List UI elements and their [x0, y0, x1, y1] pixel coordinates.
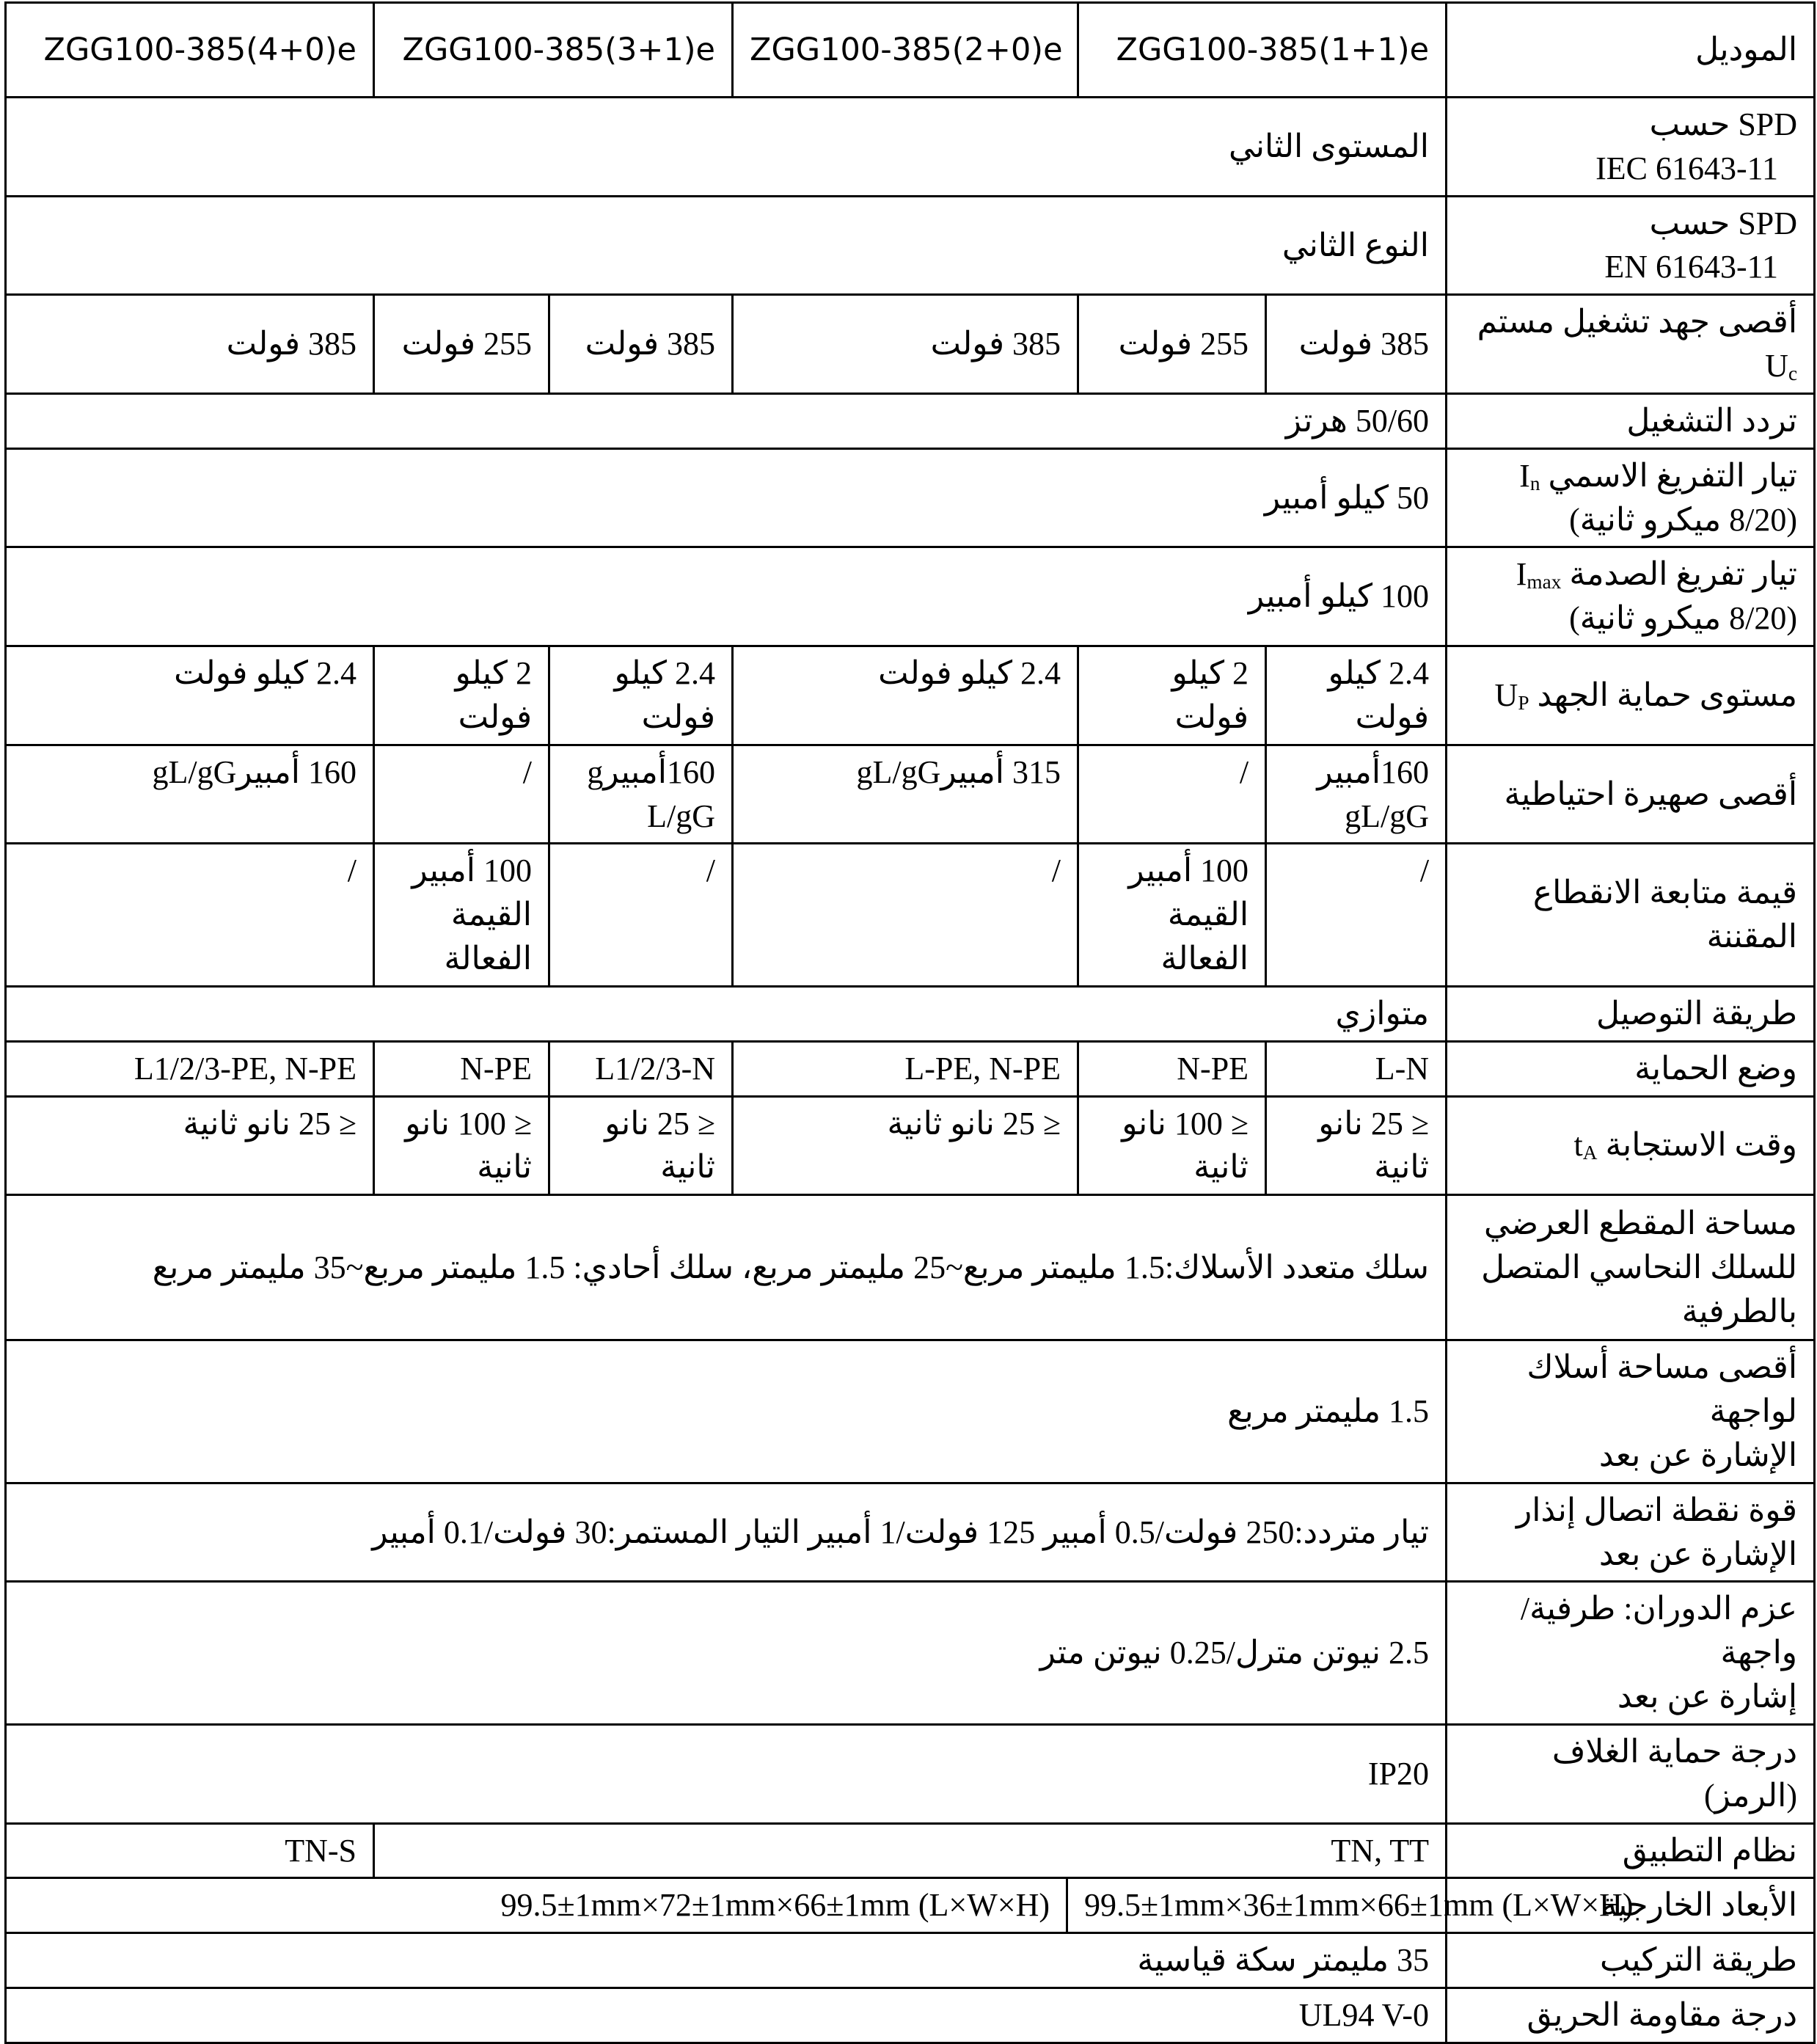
dimensions-value-2: 99.5±1mm×72±1mm×66±1mm (L×W×H)	[6, 1878, 1067, 1933]
row-response-time	[6, 1096, 1815, 1195]
response-time-value-2: ≤ 100 نانو ثانية	[1078, 1096, 1266, 1195]
row-fuse	[6, 745, 1815, 844]
up-label	[1447, 646, 1815, 745]
follow-current-label: قيمة متابعة الانقطاع المقننة	[1447, 844, 1815, 986]
fuse-value-6: 160 أمبيرgL/gG	[6, 745, 374, 844]
cross-section-label: مساحة المقطع العرضي للسلك النحاسي المتصل بالطرفية	[1447, 1195, 1815, 1340]
follow-current-value-1: /	[1266, 844, 1447, 986]
in-current-label	[1447, 448, 1815, 547]
frequency-value: 50/60 هرتز	[6, 393, 1447, 448]
torque-label: عزم الدوران: طرفية/واجهة إشارة عن بعد	[1447, 1582, 1815, 1724]
response-time-label-text: وقت الاستجابة	[1605, 1127, 1798, 1164]
row-spd-en	[6, 196, 1815, 295]
mounting-label: طريقة التركيب	[1447, 1933, 1815, 1988]
row-up	[6, 646, 1815, 745]
row-flammability	[6, 1988, 1815, 2043]
protection-mode-value-5: N-PE	[374, 1041, 549, 1096]
torque-value: 2.5 نيوتن مترل/0.25 نيوتن متر	[6, 1582, 1447, 1724]
fuse-value-2: /	[1078, 745, 1266, 844]
protection-mode-value-3: L-PE, N-PE	[733, 1041, 1078, 1096]
fuse-value-1: 160أمبير gL/gG	[1266, 745, 1447, 844]
dimensions-label: الأبعاد الخارجية	[1447, 1878, 1815, 1933]
row-remote-contact	[6, 1483, 1815, 1582]
spd-en-label-line1: SPD حسب	[1649, 205, 1798, 241]
remote-wire-label: أقصى مساحة أسلاك لواجهة الإشارة عن بعد	[1447, 1340, 1815, 1483]
model-3: ZGG100-385(3+1)e	[374, 3, 733, 98]
response-time-value-1: ≤ 25 نانو ثانية	[1266, 1096, 1447, 1195]
response-time-value-6: ≤ 25 نانو ثانية	[6, 1096, 374, 1195]
row-protection-mode	[6, 1041, 1815, 1096]
system-label: نظام التطبيق	[1447, 1823, 1815, 1878]
ip-rating-label: درجة حماية الغلاف (الرمز)	[1447, 1724, 1815, 1823]
mounting-value: 35 مليمتر سكة قياسية	[6, 1933, 1447, 1988]
spd-en-value: النوع الثاني	[6, 196, 1447, 295]
in-current-symbol: $I_n$	[1519, 457, 1540, 494]
follow-current-value-4: /	[549, 844, 733, 986]
response-time-value-5: ≤ 100 نانو ثانية	[374, 1096, 549, 1195]
up-label-text: مستوى حماية الجهد	[1537, 677, 1798, 714]
protection-mode-label: وضع الحماية	[1447, 1041, 1815, 1096]
up-value-3: 2.4 كيلو فولت	[733, 646, 1078, 745]
protection-mode-value-1: L-N	[1266, 1041, 1447, 1096]
cross-section-value: سلك متعدد الأسلاك:1.5 مليمتر مربع~25 مليمتر مربع، سلك أحادي: 1.5 مليمتر مربع~35 مليمتر مربع	[6, 1195, 1447, 1340]
flammability-label: درجة مقاومة الحريق	[1447, 1988, 1815, 2043]
protection-mode-value-4: L1/2/3-N	[549, 1041, 733, 1096]
protection-mode-value-6: L1/2/3-PE, N-PE	[6, 1041, 374, 1096]
row-in-current	[6, 448, 1815, 547]
row-mounting	[6, 1933, 1815, 1988]
remote-wire-value: 1.5 مليمتر مربع	[6, 1340, 1447, 1483]
uc-value-1: 385 فولت	[1266, 295, 1447, 394]
fuse-value-5: /	[374, 745, 549, 844]
row-model	[6, 3, 1815, 98]
spd-iec-value: المستوى الثاني	[6, 98, 1447, 197]
in-current-label-text: تيار التفريغ الاسمي	[1548, 457, 1798, 494]
row-follow-current	[6, 844, 1815, 986]
row-connection	[6, 986, 1815, 1041]
up-value-5: 2 كيلو فولت	[374, 646, 549, 745]
imax-label-text: تيار تفريغ الصدمة	[1569, 556, 1798, 593]
remote-contact-value: تيار متردد:250 فولت/0.5 أمبير 125 فولت/1 أمبير التيار المستمر:30 فولت/0.1 أمبير	[6, 1483, 1447, 1582]
fuse-label: أقصى صهيرة احتياطية	[1447, 745, 1815, 844]
row-uc	[6, 295, 1815, 394]
system-value-1: TN, TT	[374, 1823, 1447, 1878]
dimensions-value-1: 99.5±1mm×36±1mm×66±1mm (L×W×H)	[1067, 1878, 1447, 1933]
spd-iec-label	[1447, 98, 1815, 197]
response-time-value-3: ≤ 25 نانو ثانية	[733, 1096, 1078, 1195]
model-2: ZGG100-385(2+0)e	[733, 3, 1078, 98]
row-spd-iec	[6, 98, 1815, 197]
row-ip-rating	[6, 1724, 1815, 1823]
row-torque	[6, 1582, 1815, 1724]
uc-value-2: 255 فولت	[1078, 295, 1266, 394]
fuse-value-3: 315 أمبيرgL/gG	[733, 745, 1078, 844]
frequency-label: تردد التشغيل	[1447, 393, 1815, 448]
uc-value-4: 385 فولت	[549, 295, 733, 394]
response-time-symbol: $t_A$	[1573, 1127, 1598, 1164]
connection-value: متوازي	[6, 986, 1447, 1041]
imax-label	[1447, 547, 1815, 646]
spd-iec-label-line1: SPD حسب	[1649, 106, 1798, 142]
follow-current-value-5: 100 أمبير القيمة الفعالة	[374, 844, 549, 986]
up-symbol: $U_P$	[1494, 677, 1529, 714]
up-value-2: 2 كيلو فولت	[1078, 646, 1266, 745]
connection-label: طريقة التوصيل	[1447, 986, 1815, 1041]
uc-value-5: 255 فولت	[374, 295, 549, 394]
imax-symbol: $I_{max}$	[1516, 556, 1562, 594]
model-label: الموديل	[1447, 3, 1815, 98]
row-system	[6, 1823, 1815, 1878]
row-remote-wire	[6, 1340, 1815, 1483]
remote-contact-label: قوة نقطة اتصال إنذار الإشارة عن بعد	[1447, 1483, 1815, 1582]
spd-iec-label-line2: IEC 61643-11	[1595, 150, 1779, 186]
follow-current-value-2: 100 أمبير القيمة الفعالة	[1078, 844, 1266, 986]
uc-value-6: 385 فولت	[6, 295, 374, 394]
up-value-6: 2.4 كيلو فولت	[6, 646, 374, 745]
row-imax	[6, 547, 1815, 646]
uc-symbol: $U_c$	[1765, 348, 1798, 385]
response-time-value-4: ≤ 25 نانو ثانية	[549, 1096, 733, 1195]
uc-label-text: أقصى جهد تشغيل مستم	[1477, 304, 1798, 340]
row-cross-section	[6, 1195, 1815, 1340]
spd-en-label	[1447, 196, 1815, 295]
up-value-1: 2.4 كيلو فولت	[1266, 646, 1447, 745]
row-dimensions	[6, 1878, 1815, 1933]
up-value-4: 2.4 كيلو فولت	[549, 646, 733, 745]
response-time-label	[1447, 1096, 1815, 1195]
spd-en-label-line2: EN 61643-11	[1604, 249, 1779, 285]
ip-rating-value: IP20	[6, 1724, 1447, 1823]
imax-value: 100 كيلو أمبير	[6, 547, 1447, 646]
model-4: ZGG100-385(4+0)e	[6, 3, 374, 98]
row-frequency	[6, 393, 1815, 448]
spec-table	[4, 1, 1816, 2044]
in-current-value: 50 كيلو أمبير	[6, 448, 1447, 547]
model-1: ZGG100-385(1+1)e	[1078, 3, 1447, 98]
imax-label-line2: (8/20 ميكرو ثانية)	[1569, 600, 1798, 637]
follow-current-value-6: /	[6, 844, 374, 986]
flammability-value: UL94 V-0	[6, 1988, 1447, 2043]
system-value-2: TN-S	[6, 1823, 374, 1878]
uc-value-3: 385 فولت	[733, 295, 1078, 394]
in-current-label-line2: (8/20 ميكرو ثانية)	[1569, 501, 1798, 538]
fuse-value-4: 160أمبيرg L/gG	[549, 745, 733, 844]
protection-mode-value-2: N-PE	[1078, 1041, 1266, 1096]
follow-current-value-3: /	[733, 844, 1078, 986]
uc-label	[1447, 295, 1815, 394]
